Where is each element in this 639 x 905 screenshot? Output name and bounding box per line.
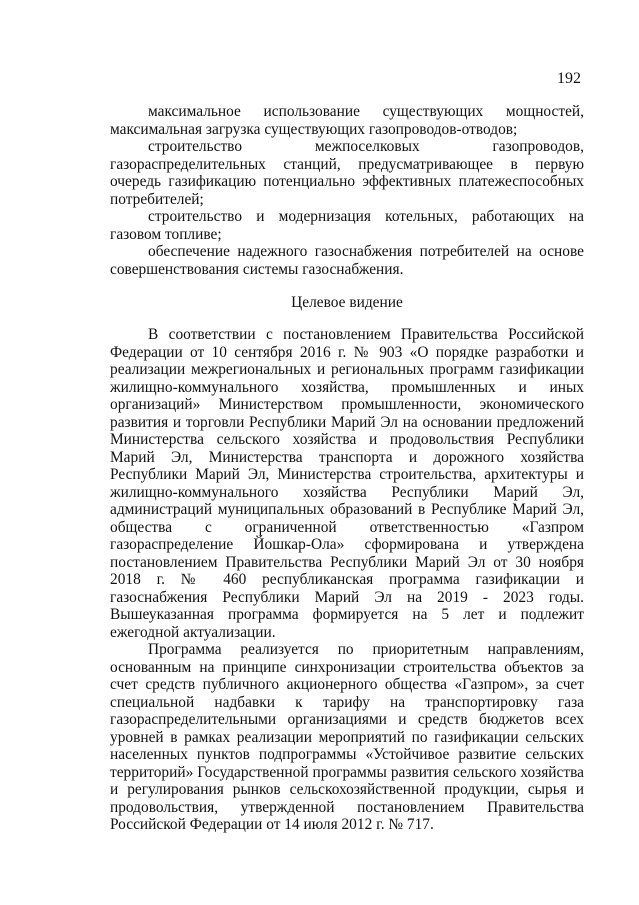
section-body xyxy=(110,326,584,834)
paragraph: Программа реализуется по приоритетным направлениям, основанным на принципе синхронизации строительства объектов за счет средств публичного акционерного общества «Газпром», за счет специальной надбавки к тарифу на транспортировку газа газораспределительными организациями и средств бюджетов всех уровней в рамках реализации мероприятий по газификации сельских населенных пунктов подпрограммы «Устойчивое развитие сельских территорий» Государственной программы развития сельского хозяйства и регулирования рынков сельскохозяйственной продукции, сырья и продовольствия, утвержденной постановлением Правительства Российской Федерации от 14 июля 2012 г. № 717. xyxy=(110,641,584,833)
list-item: строительство и модернизация котельных, работающих на газовом топливе; xyxy=(110,208,584,243)
list-item: строительство межпоселковых газопроводов, газораспределительных станций, предусматривающее в первую очередь газификацию потенциально эффективных платежеспособных потребителей; xyxy=(110,138,584,208)
paragraph: В соответствии с постановлением Правительства Российской Федерации от 10 сентября 2016 г. № 903 «О порядке разработки и реализации межрегиональных и региональных программ газификации жилищно-коммунального хозяйства, промышленных и иных организаций» Министерством промышленности, экономического развития и торговли Республики Марий Эл на основании предложений Министерства сельского хозяйства и продовольствия Республики Марий Эл, Министерства транспорта и дорожного хозяйства Республики Марий Эл, Министерства строительства, архитектуры и жилищно-коммунального хозяйства Республики Марий Эл, администраций муниципальных образований в Республике Марий Эл, общества с ограниченной ответственностью «Газпром газораспределение Йошкар-Ола» сформирована и утверждена постановлением Правительства Республики Марий Эл от 30 ноября 2018 г. № 460 республиканская программа газификации и газоснабжения Республики Марий Эл на 2019 - 2023 годы. Вышеуказанная программа формируется на 5 лет и подлежит ежегодной актуализации. xyxy=(110,326,584,641)
measures-list xyxy=(110,103,584,278)
page-number: 192 xyxy=(557,70,581,87)
section-heading: Целевое видение xyxy=(291,294,403,311)
list-item: обеспечение надежного газоснабжения потребителей на основе совершенствования системы газоснабжения. xyxy=(110,243,584,278)
list-item: максимальное использование существующих мощностей, максимальная загрузка существующих газопроводов-отводов; xyxy=(110,103,584,138)
